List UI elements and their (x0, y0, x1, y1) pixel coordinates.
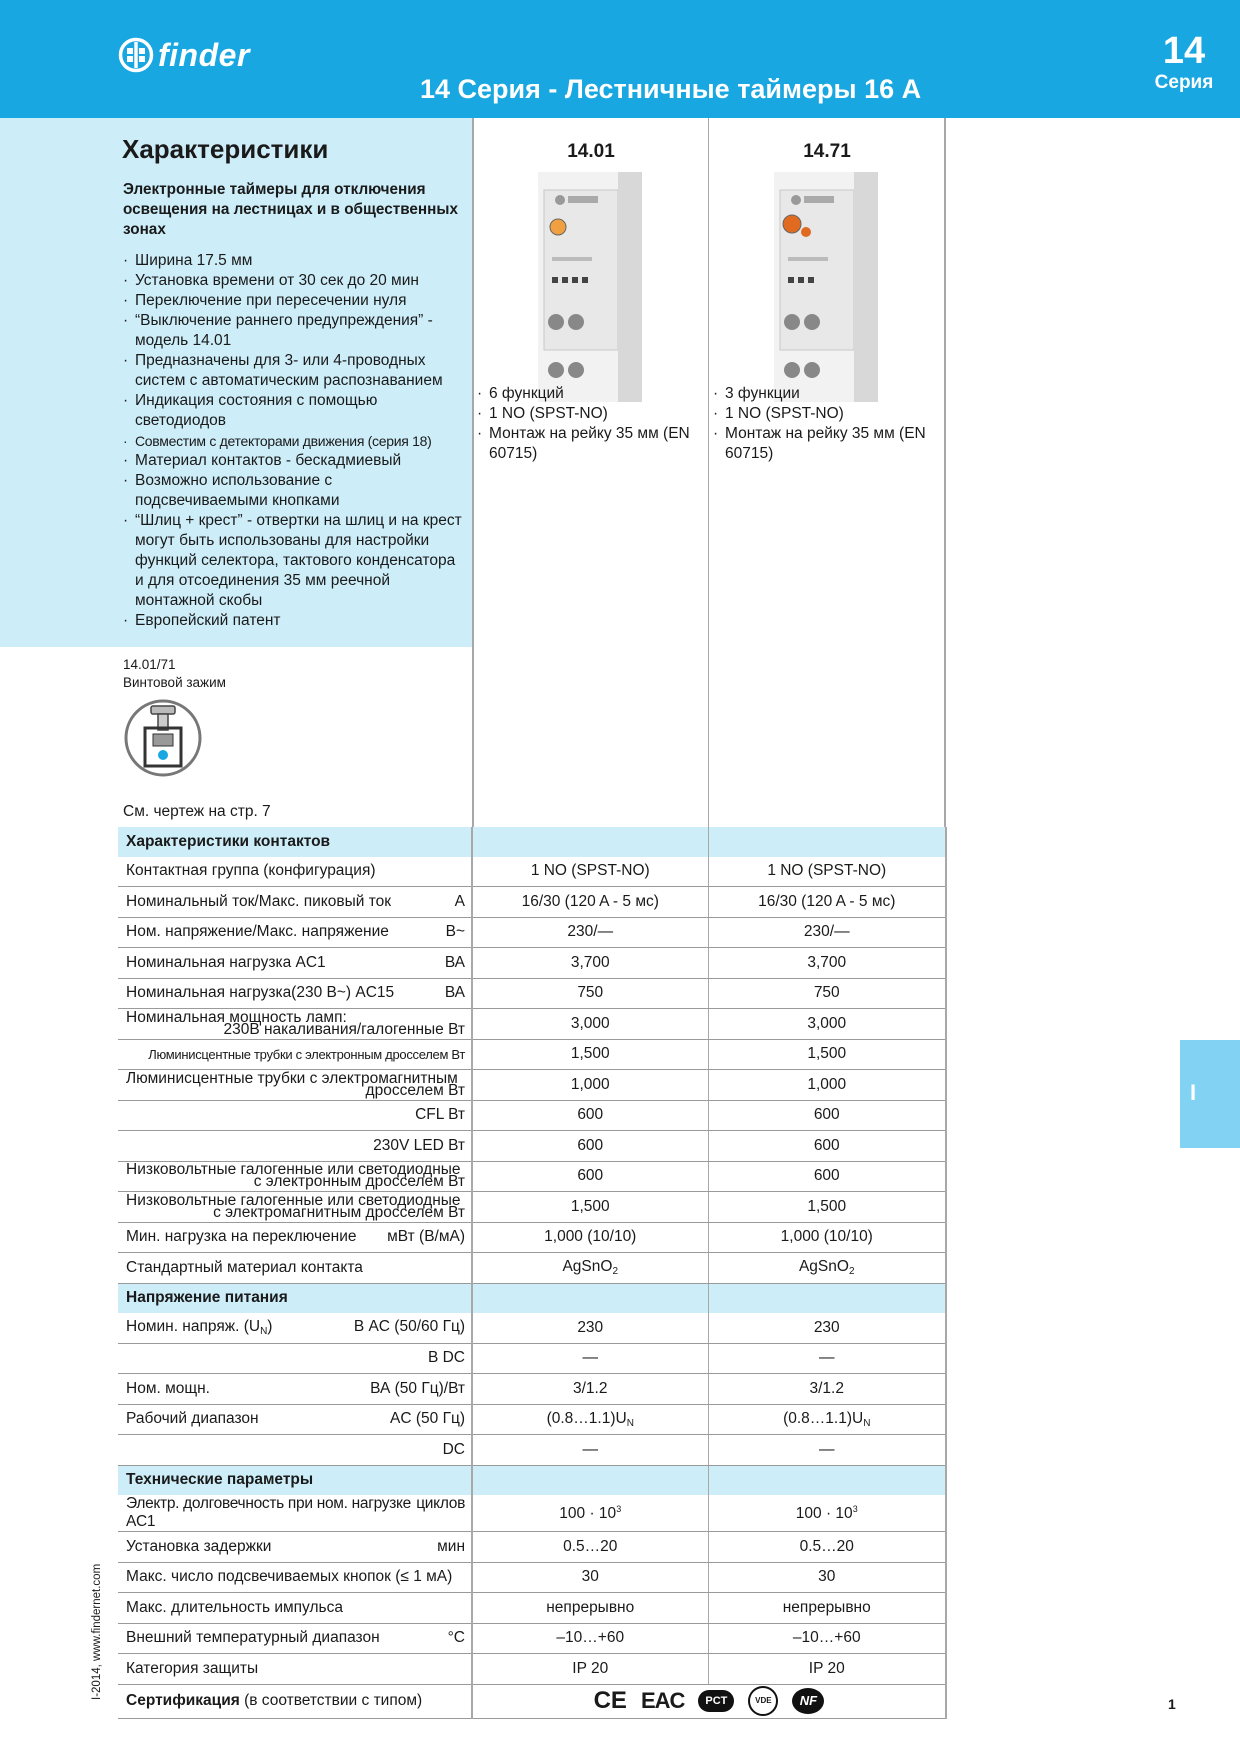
value-14-01: 0.5…20 (472, 1532, 708, 1563)
finder-logo-icon (118, 37, 154, 73)
row-label: Электр. долговечность при ном. нагрузке AC1 (126, 1495, 411, 1530)
table-row (118, 978, 946, 1009)
row-label: Стандартный материал контакта (118, 1253, 472, 1284)
value-14-01: 3/1.2 (472, 1374, 708, 1405)
row-label-sub: с электронным дросселем Вт (253, 1173, 465, 1191)
value-14-01: 1,000 (10/10) (472, 1222, 708, 1253)
footer-side-text: I-2014, www.findernet.com (91, 1563, 103, 1700)
table-row (118, 1009, 946, 1040)
relay-14-01-image (530, 172, 650, 402)
table-row (118, 948, 946, 979)
value-14-71: 30 (708, 1562, 946, 1593)
table-row (118, 1684, 946, 1718)
certification-logos (472, 1684, 946, 1718)
value-14-71: 750 (708, 978, 946, 1009)
value-14-01: — (472, 1435, 708, 1466)
value-14-71: 16/30 (120 A - 5 мс) (708, 887, 946, 918)
series-word: Серия (1154, 72, 1214, 93)
value-14-01: 230/— (472, 917, 708, 948)
column-divider (708, 118, 709, 828)
value-14-01: 16/30 (120 A - 5 мс) (472, 887, 708, 918)
row-unit: ВА (444, 984, 465, 1002)
value-14-71: непрерывно (708, 1593, 946, 1624)
feature-item: · “Шлиц + крест” - отвертки на шлиц и на крест могут быть использованы для настройки функций селектора, тактового конденсатора и для отсоединения 35 мм реечной монтажной скобы (123, 511, 468, 611)
product-title-14-01: 14.01 (567, 141, 615, 162)
table-row (118, 1374, 946, 1405)
row-label: Низковольтные галогенные или светодиодные (126, 1161, 461, 1179)
row-label-sub: с электромагнитным дросселем Вт (213, 1203, 465, 1221)
ce-mark-icon: CE (593, 1687, 627, 1714)
pct-mark-icon: PCT (698, 1690, 734, 1712)
product-bullet: · 1 NO (SPST-NO) (713, 404, 928, 424)
row-label: Внешний температурный диапазон (126, 1629, 380, 1647)
table-row (118, 1532, 946, 1563)
row-label: Установка задержки (126, 1537, 272, 1555)
row-label: CFL Вт (118, 1100, 472, 1131)
terminal-model: 14.01/71 (123, 657, 176, 672)
nf-mark-icon: NF (792, 1688, 824, 1714)
table-row (118, 1593, 946, 1624)
table-row (118, 1253, 946, 1284)
terminal-label: Винтовой зажим (123, 675, 226, 690)
value-14-71: $(0.8\dots 1.1)U_N$ (708, 1404, 946, 1435)
row-label: Сертификация (в соответствии с типом) (118, 1684, 472, 1718)
column-divider (944, 118, 946, 828)
feature-item: · Установка времени от 30 сек до 20 мин (123, 271, 468, 291)
value-14-71: 1,500 (708, 1039, 946, 1070)
table-row (118, 1562, 946, 1593)
table-row (118, 1070, 946, 1101)
value-14-01: 600 (472, 1161, 708, 1192)
row-unit: мин (437, 1537, 465, 1555)
value-14-71: AgSnO$_2$ (708, 1253, 946, 1284)
value-14-01: 600 (472, 1100, 708, 1131)
page-title: 14 Серия - Лестничные таймеры 16 А (420, 74, 922, 104)
value-14-71: 1 NO (SPST-NO) (708, 857, 946, 887)
relay-14-71-image (766, 172, 886, 402)
value-14-01: 1,500 (472, 1192, 708, 1223)
row-label: Рабочий диапазон (126, 1410, 259, 1428)
features-heading: Характеристики (122, 134, 329, 164)
row-unit: В AC (50/60 Гц) (353, 1318, 465, 1336)
row-unit: AC (50 Гц) (390, 1410, 465, 1428)
product-bullet: · Монтаж на рейку 35 мм (EN 60715) (713, 424, 928, 464)
value-14-01: 30 (472, 1562, 708, 1593)
product-bullet: · Монтаж на рейку 35 мм (EN 60715) (477, 424, 692, 464)
section-tab (1180, 1040, 1240, 1148)
drawing-note: См. чертеж на стр. 7 (123, 803, 271, 820)
table-row (118, 1100, 946, 1131)
row-unit: °C (447, 1629, 465, 1647)
value-14-01: 230 (472, 1313, 708, 1343)
value-14-01: –10…+60 (472, 1623, 708, 1654)
feature-item: · Ширина 17.5 мм (123, 251, 468, 271)
row-label: Номинальный ток/Макс. пиковый ток (126, 892, 392, 910)
row-label: Низковольтные галогенные или светодиодные (126, 1191, 461, 1209)
section-row (118, 1465, 946, 1495)
row-label-sub: дросселем Вт (365, 1081, 465, 1099)
section-tab-label: I (1190, 1080, 1197, 1105)
feature-item: · Материал контактов - бескадмиевый (123, 451, 468, 471)
value-14-71: IP 20 (708, 1654, 946, 1685)
section-title: Напряжение питания (118, 1283, 472, 1313)
feature-item: · Предназначены для 3- или 4-проводных систем с автоматическим распознаванием (123, 351, 468, 391)
feature-item: · Возможно использование с подсвечиваемыми кнопками (123, 471, 468, 511)
value-14-71: 1,500 (708, 1192, 946, 1223)
table-row (118, 857, 946, 887)
value-14-01: 1,000 (472, 1070, 708, 1101)
value-14-71: 230 (708, 1313, 946, 1343)
value-14-01: 1,500 (472, 1039, 708, 1070)
feature-list (123, 251, 468, 631)
product-title-14-71: 14.71 (803, 141, 851, 162)
value-14-01: непрерывно (472, 1593, 708, 1624)
value-14-01: 3,700 (472, 948, 708, 979)
feature-item: · Совместим с детекторами движения (серия 18) (123, 431, 468, 451)
table-row (118, 1039, 946, 1070)
value-14-71: 230/— (708, 917, 946, 948)
section-title: Технические параметры (118, 1465, 472, 1495)
row-label: Номин. напряж. $(U_N)$ (126, 1318, 273, 1338)
row-label: Макс. длительность импульса (118, 1593, 472, 1624)
value-14-01: 1 NO (SPST-NO) (472, 857, 708, 887)
feature-item: · Европейский патент (123, 611, 468, 631)
value-14-71: 1,000 (708, 1070, 946, 1101)
row-label: Номинальная мощность ламп: (126, 1008, 347, 1026)
spec-table (118, 827, 947, 1719)
row-label: Ном. мощн. (126, 1379, 210, 1397)
value-14-01: 3,000 (472, 1009, 708, 1040)
section-title: Характеристики контактов (118, 827, 472, 857)
section-row (118, 827, 946, 857)
table-row (118, 1404, 946, 1435)
row-label: Люминисцентные трубки с электромагнитным (126, 1069, 458, 1087)
feature-item: · “Выключение раннего предупреждения” - модель 14.01 (123, 311, 468, 351)
eac-mark-icon: EAC (640, 1688, 685, 1713)
value-14-01: IP 20 (472, 1654, 708, 1685)
value-14-71: 1,000 (10/10) (708, 1222, 946, 1253)
screw-terminal-icon (123, 698, 203, 778)
product-bullet: · 6 функций (477, 384, 692, 404)
logo-text: finder (158, 36, 250, 73)
value-14-01: 750 (472, 978, 708, 1009)
row-label: Люминисцентные трубки с электронным дросселем Вт (118, 1039, 472, 1070)
value-14-71: 600 (708, 1100, 946, 1131)
section-row (118, 1283, 946, 1313)
row-unit: мВт (В/мА) (387, 1228, 465, 1246)
row-unit: ВА (50 Гц)/Вт (370, 1379, 465, 1397)
row-label: Номинальная нагрузка AC1 (126, 953, 326, 971)
table-row (118, 1313, 946, 1343)
table-row (118, 1131, 946, 1162)
row-label: Контактная группа (конфигурация) (118, 857, 472, 887)
column-divider (472, 118, 474, 828)
row-label-sub: 230В накаливания/галогенные Вт (223, 1020, 465, 1038)
row-label: Мин. нагрузка на переключение (126, 1228, 357, 1246)
row-label: Ном. напряжение/Макс. напряжение (126, 923, 389, 941)
table-row (118, 1654, 946, 1685)
value-14-71: — (708, 1435, 946, 1466)
table-row (118, 1222, 946, 1253)
product-14-71-bullets (713, 384, 928, 464)
value-14-71: 600 (708, 1131, 946, 1162)
value-14-71: 3,000 (708, 1009, 946, 1040)
table-row (118, 887, 946, 918)
value-14-01: — (472, 1343, 708, 1374)
row-unit: DC (118, 1435, 472, 1466)
table-row (118, 917, 946, 948)
value-14-71: — (708, 1343, 946, 1374)
table-row (118, 1161, 946, 1192)
series-number: 14 (1162, 30, 1206, 72)
row-unit: В~ (445, 923, 465, 941)
product-bullet: · 1 NO (SPST-NO) (477, 404, 692, 424)
value-14-01: $(0.8\dots 1.1)U_N$ (472, 1404, 708, 1435)
product-bullet: · 3 функции (713, 384, 928, 404)
row-unit: циклов (416, 1495, 465, 1512)
value-14-71: 3/1.2 (708, 1374, 946, 1405)
row-label: Макс. число подсвечиваемых кнопок (≤ 1 мА) (118, 1562, 472, 1593)
row-unit: В DC (118, 1343, 472, 1374)
features-intro: Электронные таймеры для отключения освещения на лестницах и в общественных зонах (123, 181, 458, 238)
value-14-71: 3,700 (708, 948, 946, 979)
row-unit: A (454, 892, 465, 910)
finder-logo (118, 36, 250, 74)
value-14-71: 600 (708, 1161, 946, 1192)
value-14-71: 0.5…20 (708, 1532, 946, 1563)
table-row (118, 1495, 946, 1532)
product-14-01-bullets (477, 384, 692, 464)
value-14-71: $100 \cdot 10^3$ (708, 1495, 946, 1532)
feature-item: · Индикация состояния с помощью светодиодов (123, 391, 468, 431)
row-unit: ВА (444, 953, 465, 971)
page-number: 1 (1168, 1696, 1176, 1712)
row-label: Категория защиты (118, 1654, 472, 1685)
table-row (118, 1435, 946, 1466)
table-row (118, 1623, 946, 1654)
vde-mark-icon: VDE (748, 1686, 778, 1716)
value-14-01: $100 \cdot 10^3$ (472, 1495, 708, 1532)
table-row (118, 1192, 946, 1223)
row-label: Номинальная нагрузка(230 В~) AC15 (126, 984, 395, 1002)
row-label: 230V LED Вт (118, 1131, 472, 1162)
value-14-01: 600 (472, 1131, 708, 1162)
feature-item: · Переключение при пересечении нуля (123, 291, 468, 311)
value-14-01: AgSnO$_2$ (472, 1253, 708, 1284)
table-row (118, 1343, 946, 1374)
value-14-71: –10…+60 (708, 1623, 946, 1654)
